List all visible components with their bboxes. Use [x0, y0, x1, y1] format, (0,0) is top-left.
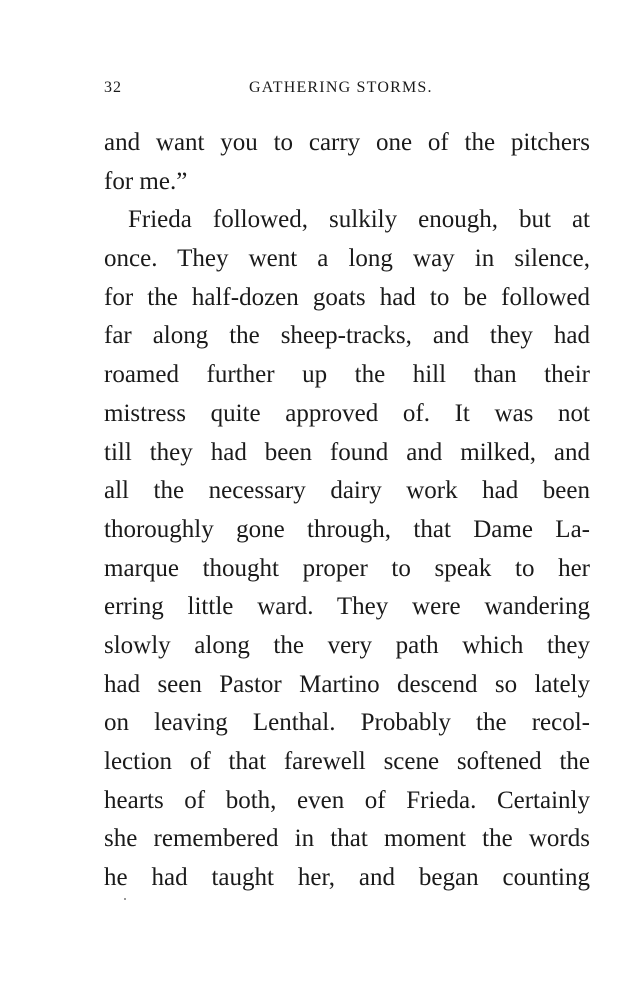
- text-line: mistress quite approved of. It was not: [104, 399, 590, 427]
- text-line: she remembered in that moment the words: [104, 825, 590, 853]
- body-text: [104, 124, 590, 898]
- page-number: 32: [104, 79, 122, 96]
- text-line: erring little ward. They were wandering: [104, 593, 590, 621]
- header-title: GATHERING STORMS.: [249, 79, 433, 96]
- text-line: thoroughly gone through, that Dame La-: [104, 515, 590, 543]
- print-speck: [124, 898, 126, 900]
- text-line: on leaving Lenthal. Probably the recol-: [104, 709, 590, 737]
- text-line: roamed further up the hill than their: [104, 361, 590, 389]
- text-line: for the half-dozen goats had to be followed: [104, 283, 590, 311]
- text-line: lection of that farewell scene softened the: [104, 748, 590, 775]
- running-head: [104, 79, 590, 101]
- text-line: for me.”: [104, 167, 188, 195]
- text-line: hearts of both, even of Frieda. Certainly: [104, 786, 590, 814]
- text-line: all the necessary dairy work had been: [104, 477, 590, 505]
- text-line: marque thought proper to speak to her: [104, 554, 590, 582]
- text-line: slowly along the very path which they: [104, 631, 590, 659]
- text-line: once. They went a long way in silence,: [104, 245, 590, 273]
- text-line: Frieda followed, sulkily enough, but at: [128, 206, 590, 234]
- text-line: till they had been found and milked, and: [104, 438, 590, 466]
- text-line: he had taught her, and began counting: [104, 864, 590, 892]
- text-line: and want you to carry one of the pitchers: [104, 129, 590, 156]
- text-line: had seen Pastor Martino descend so lately: [104, 670, 590, 698]
- text-line: far along the sheep-tracks, and they had: [104, 322, 590, 350]
